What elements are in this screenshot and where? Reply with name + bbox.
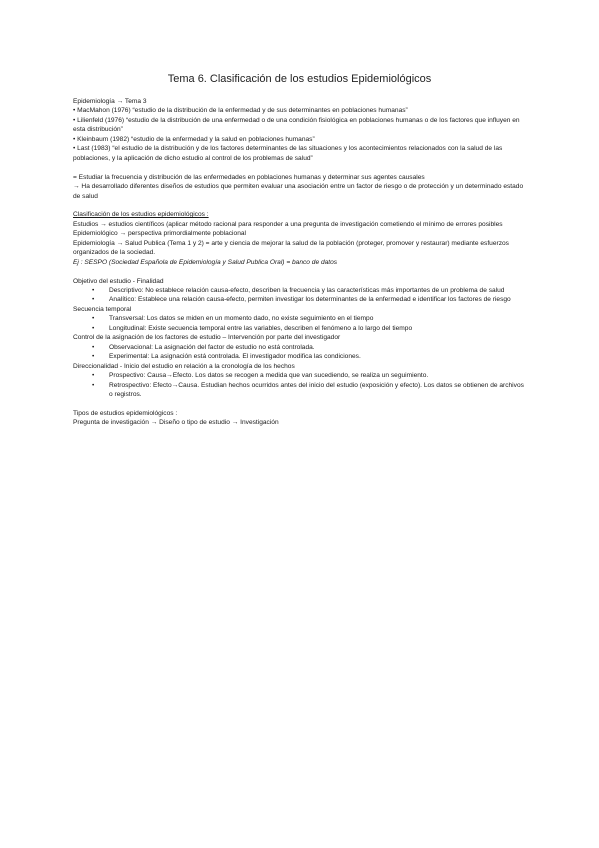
summary-line: → Ha desarrollado diferentes diseños de estudios que permiten evaluar una asociación entre un factor de riesgo o de protección y un determinado estado de salud [73,183,524,200]
page-title: Tema 6. Clasificación de los estudios Epidemiológicos [167,73,432,85]
types-line: Pregunta de investigación → Diseño o tipo de estudio → Investigación [73,419,279,427]
list-item: • Experimental: La asignación está controlada. El investigador modifica las condiciones. [73,352,528,361]
criterion-list [73,343,528,362]
criterion-list [73,286,528,305]
criterion-heading: Secuencia temporal [73,305,132,313]
criterion-heading: Objetivo del estudio - Finalidad [73,277,164,285]
criterion-heading: Control de la asignación de los factores de estudio – Intervención por parte del investigador [73,334,341,342]
spacer [73,399,528,408]
spacer [73,163,528,172]
classification-heading: Clasificación de los estudios epidemiológicos : [73,211,209,219]
intro-heading: Epidemiología → Tema 3 [73,98,147,105]
list-item: • Analítico: Establece una relación causa-efecto, permiten investigar los determinantes de la enfermedad e identificar los factores de riesgo [73,295,528,304]
list-item: • Descriptivo: No establece relación causa-efecto, describen la frecuencia y las características más importantes de un problema de salud [73,286,528,295]
definition-kleinbaum: • Kleinbaum (1982) “estudio de la enfermedad y la salud en poblaciones humanas” [73,135,315,143]
classification-example: Ej : SESPO (Sociedad Española de Epidemiología y Salud Publica Oral) = banco de datos [73,258,338,266]
classification-line: Epidemiología → Salud Publica (Tema 1 y 2) = arte y ciencia de mejorar la salud de la población (proteger, promover y restaurar) mediante esfuerzos organizados de la sociedad. [73,239,509,257]
list-item: • Observacional: La asignación del factor de estudio no está controlada. [73,343,528,352]
list-item: • Prospectivo: Causa→Efecto. Los datos se recogen a medida que van sucediendo, se realiza un seguimiento. [73,371,528,380]
classification-line: Epidemiológico → perspectiva primordialmente poblacional [73,230,246,238]
definition-lilienfeld: • Lilienfeld (1976) “estudio de la distribución de una enfermedad o de una condición fisiológica en poblaciones humanas o de los factores que influyen en esta distribución” [73,116,520,134]
definition-last: • Last (1983) “el estudio de la distribución y de los factores determinantes de las situaciones y los acontecimientos relacionados con la salud de las poblaciones, y la aplicación de dicho estudio al control de los problemas de salud” [73,145,503,162]
types-heading: Tipos de estudios epidemiológicos : [73,409,178,417]
criterion-list [73,371,528,399]
spacer [73,201,528,210]
document-body [73,97,528,428]
list-item: • Retrospectivo: Efecto→Causa. Estudian hechos ocurridos antes del inicio del estudio (exposición y efecto). Los datos se obtienen de archivos o registros. [73,381,528,400]
criterion-heading: Direccionalidad - Inicio del estudio en relación a la cronología de los hechos [73,362,295,370]
spacer [73,267,528,276]
summary-line: = Estudiar la frecuencia y distribución de las enfermedades en poblaciones humanas y determinar sus agentes causales [73,173,425,181]
list-item: • Longitudinal: Existe secuencia temporal entre las variables, describen el fenómeno a lo largo del tiempo [73,324,528,333]
classification-line: Estudios → estudios científicos (aplicar método racional para responder a una pregunta de investigación cometiendo el mínimo de errores posibles [73,220,503,228]
list-item: • Transversal: Los datos se miden en un momento dado, no existe seguimiento en el tiempo [73,314,528,323]
criterion-list [73,314,528,333]
definition-macmahon: • MacMahon (1976) “estudio de la distribución de la enfermedad y de sus determinantes en poblaciones humanas” [73,107,408,115]
